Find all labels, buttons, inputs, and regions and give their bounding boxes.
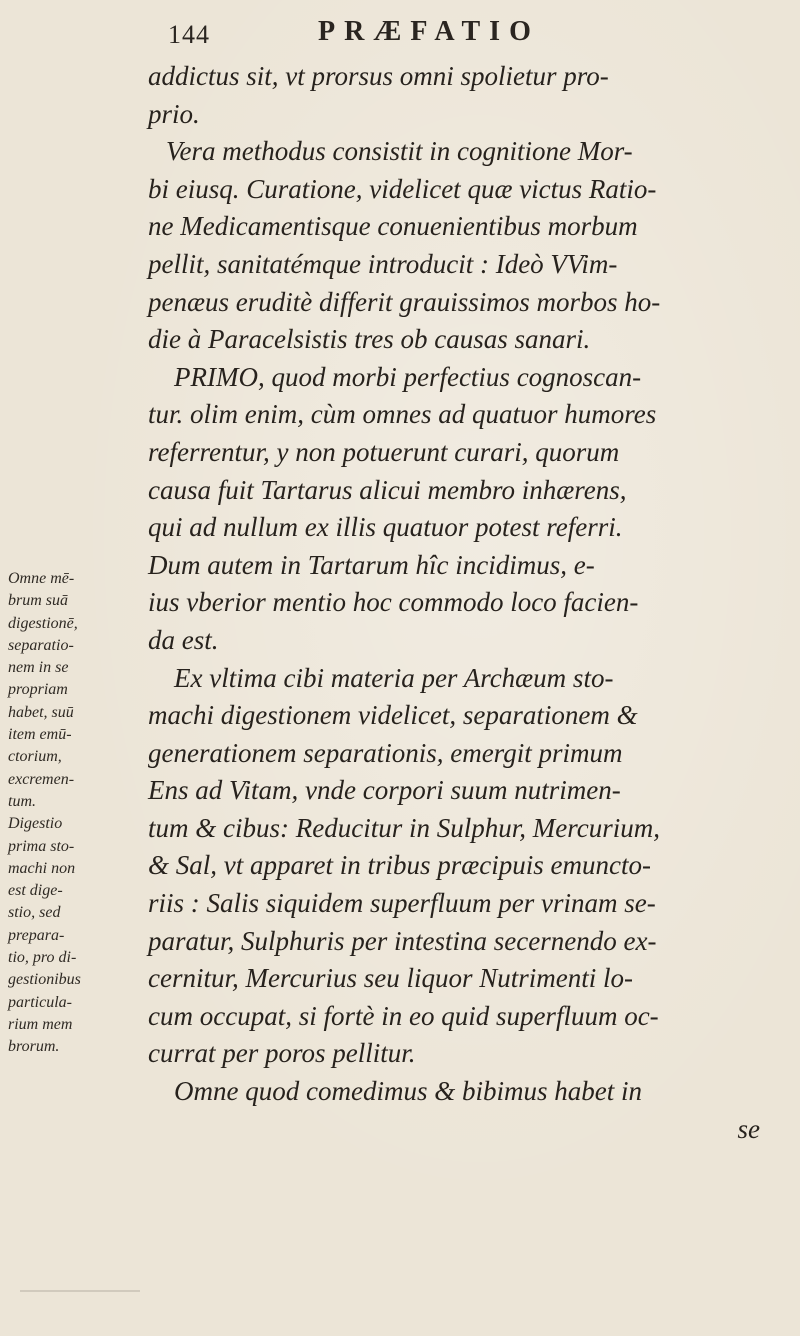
text-line: PRIMO, quod morbi perfectius cognoscan- bbox=[174, 361, 642, 392]
margin-line: Omne mē- bbox=[8, 570, 75, 587]
page-smudge bbox=[20, 1290, 140, 1292]
text-line: addictus sit, vt prorsus omni spolietur pro- bbox=[148, 61, 609, 91]
margin-line: est dige- bbox=[8, 882, 63, 900]
text-line: Omne quod comedimus & bibimus habet in bbox=[174, 1076, 642, 1107]
text-line: ne Medicamentisque conuenientibus morbum bbox=[148, 211, 638, 242]
margin-line: habet, suū bbox=[8, 703, 74, 721]
margin-line: prepara- bbox=[8, 926, 65, 944]
margin-line: propriam bbox=[8, 681, 68, 699]
body-text bbox=[148, 58, 778, 1148]
text-line: tur. olim enim, cùm omnes ad quatuor humores bbox=[148, 399, 657, 430]
margin-line: ctorium, bbox=[8, 748, 62, 766]
text-line: prio. bbox=[148, 98, 200, 129]
text-line: tum & cibus: Reducitur in Sulphur, Mercurium, bbox=[148, 812, 660, 843]
catchword: se bbox=[737, 1113, 760, 1144]
margin-line: prima sto- bbox=[8, 837, 75, 855]
margin-line: brorum. bbox=[8, 1038, 60, 1056]
text-line: currat per poros pellitur. bbox=[148, 1038, 416, 1069]
text-line: bi eiusq. Curatione, videlicet quæ victus Ratio- bbox=[148, 173, 657, 204]
margin-line: item emū- bbox=[8, 726, 72, 744]
text-line: ius vberior mentio hoc commodo loco facien- bbox=[148, 587, 639, 618]
text-line: da est. bbox=[148, 624, 219, 655]
text-line: Ens ad Vitam, vnde corpori suum nutrimen- bbox=[148, 775, 621, 806]
text-line: die à Paracelsistis tres ob causas sanari. bbox=[148, 324, 591, 355]
page-number: 144 bbox=[168, 20, 210, 49]
margin-line: brum suā bbox=[8, 592, 69, 610]
margin-line: rium mem bbox=[8, 1015, 73, 1033]
text-line: paratur, Sulphuris per intestina secernendo ex- bbox=[148, 925, 657, 956]
text-line: cernitur, Mercurius seu liquor Nutrimenti lo- bbox=[148, 963, 633, 994]
margin-line: tio, pro di- bbox=[8, 949, 77, 967]
text-line: qui ad nullum ex illis quatuor potest referri. bbox=[148, 512, 623, 543]
text-line: Dum autem in Tartarum hîc incidimus, e- bbox=[148, 549, 595, 580]
page-header bbox=[168, 14, 768, 54]
margin-line: Digestio bbox=[8, 815, 63, 833]
text-line: Ex vltima cibi materia per Archæum sto- bbox=[174, 662, 614, 693]
text-line: penæus eruditè differit grauissimos morbos ho- bbox=[148, 286, 661, 317]
margin-line: excremen- bbox=[8, 770, 75, 788]
text-line: & Sal, vt apparet in tribus præcipuis emuncto- bbox=[148, 850, 651, 881]
text-line: causa fuit Tartarus alicui membro inhærens, bbox=[148, 474, 627, 505]
margin-line: separatio- bbox=[8, 636, 74, 654]
text-line: cum occupat, si fortè in eo quid superfluum oc- bbox=[148, 1000, 659, 1031]
text-line: machi digestionem videlicet, separationem & bbox=[148, 700, 638, 731]
text-line: generationem separationis, emergit primum bbox=[148, 737, 623, 768]
margin-line: stio, sed bbox=[8, 904, 61, 922]
text-line: pellit, sanitatémque introducit : Ideò VVim- bbox=[148, 248, 618, 279]
margin-line: machi non bbox=[8, 859, 76, 877]
margin-line: tum. bbox=[8, 792, 36, 810]
marginal-note bbox=[8, 568, 146, 1059]
margin-line: particula- bbox=[8, 993, 72, 1011]
margin-line: gestionibus bbox=[8, 971, 81, 989]
running-title: PRÆFATIO bbox=[318, 16, 540, 47]
margin-line: digestionē, bbox=[8, 614, 78, 632]
margin-line: nem in se bbox=[8, 659, 69, 677]
text-line: Vera methodus consistit in cognitione Mor- bbox=[166, 136, 633, 167]
text-line: riis : Salis siquidem superfluum per vrinam se- bbox=[148, 888, 656, 919]
text-line: referrentur, y non potuerunt curari, quorum bbox=[148, 436, 620, 467]
